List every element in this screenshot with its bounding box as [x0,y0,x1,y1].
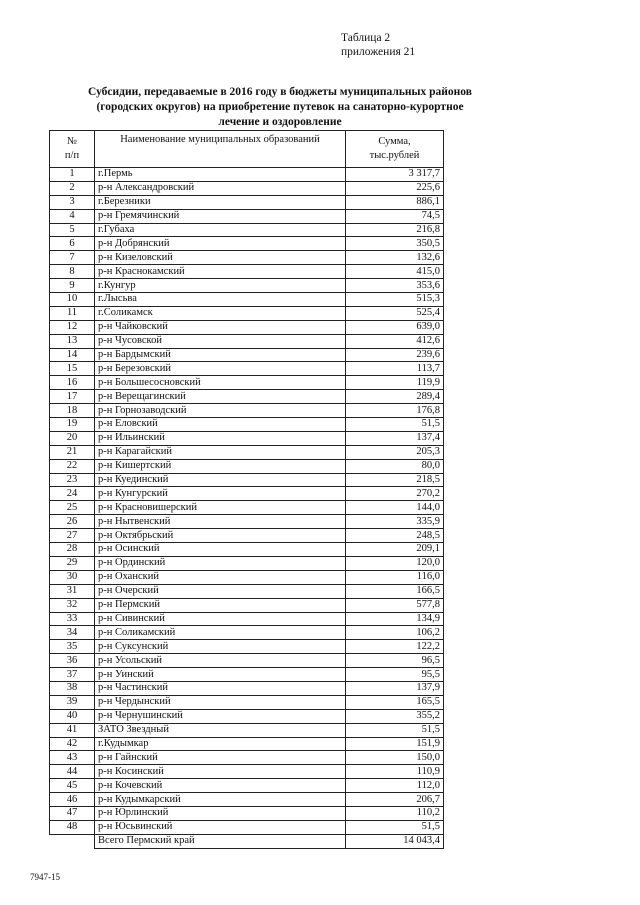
row-number: 26 [50,515,95,529]
row-name: р-н Сивинский [95,612,346,626]
table-row [50,695,444,709]
table-row [50,765,444,779]
row-number: 11 [50,306,95,320]
row-number: 6 [50,237,95,251]
row-name: г.Губаха [95,223,346,237]
row-number: 8 [50,265,95,279]
row-sum: 350,5 [346,237,444,251]
table-row [50,556,444,570]
row-sum: 886,1 [346,195,444,209]
row-number: 46 [50,793,95,807]
table-row [50,806,444,820]
table-row [50,181,444,195]
table-row [50,626,444,640]
table-row [50,779,444,793]
row-sum: 335,9 [346,515,444,529]
row-number: 39 [50,695,95,709]
row-name: р-н Кунгурский [95,487,346,501]
table-row [50,654,444,668]
total-row [50,834,444,848]
table-row [50,751,444,765]
row-name: р-н Нытвенский [95,515,346,529]
row-sum: 51,5 [346,723,444,737]
row-name: р-н Чердынский [95,695,346,709]
table-row [50,376,444,390]
row-sum: 3 317,7 [346,168,444,182]
row-number: 32 [50,598,95,612]
row-sum: 51,5 [346,418,444,432]
row-sum: 355,2 [346,709,444,723]
row-name: р-н Юсьвинский [95,820,346,834]
row-number: 14 [50,348,95,362]
column-header-name: Наименование муниципальных образований [95,131,346,168]
row-sum: 166,5 [346,584,444,598]
title-line-2: (городских округов) на приобретение путевок на санаторно-курортное [96,101,464,113]
row-name: р-н Красновишерский [95,501,346,515]
column-header-sum-line1: Сумма, [378,136,411,147]
total-row-empty-cell [50,834,95,848]
row-number: 44 [50,765,95,779]
row-sum: 525,4 [346,306,444,320]
table-row [50,737,444,751]
row-sum: 144,0 [346,501,444,515]
row-number: 23 [50,473,95,487]
total-sum: 14 043,4 [346,834,444,848]
row-sum: 216,8 [346,223,444,237]
row-number: 13 [50,334,95,348]
table-row [50,265,444,279]
table-body [50,168,444,849]
row-number: 16 [50,376,95,390]
table-row [50,501,444,515]
table-row [50,306,444,320]
row-sum: 112,0 [346,779,444,793]
row-number: 45 [50,779,95,793]
row-name: р-н Александровский [95,181,346,195]
row-name: р-н Юрлинский [95,806,346,820]
row-number: 48 [50,820,95,834]
row-sum: 206,7 [346,793,444,807]
column-header-sum-line2: тыс.рублей [369,150,420,161]
row-name: р-н Косинский [95,765,346,779]
row-number: 3 [50,195,95,209]
row-sum: 577,8 [346,598,444,612]
row-sum: 515,3 [346,293,444,307]
row-sum: 205,3 [346,445,444,459]
row-sum: 137,9 [346,681,444,695]
row-name: р-н Кизеловский [95,251,346,265]
row-name: р-н Краснокамский [95,265,346,279]
table-row [50,237,444,251]
row-sum: 151,9 [346,737,444,751]
row-sum: 113,7 [346,362,444,376]
table-row [50,209,444,223]
row-sum: 116,0 [346,570,444,584]
table-row [50,598,444,612]
row-number: 24 [50,487,95,501]
row-number: 22 [50,459,95,473]
column-header-number-line2: п/п [64,150,80,161]
row-name: р-н Усольский [95,654,346,668]
table-row [50,529,444,543]
row-sum: 209,1 [346,543,444,557]
row-number: 40 [50,709,95,723]
row-number: 1 [50,168,95,182]
row-name: р-н Очерский [95,584,346,598]
table-row [50,418,444,432]
table-row [50,487,444,501]
row-name: р-н Бардымский [95,348,346,362]
row-number: 29 [50,556,95,570]
row-number: 27 [50,529,95,543]
row-number: 42 [50,737,95,751]
row-name: р-н Березовский [95,362,346,376]
row-sum: 106,2 [346,626,444,640]
table-row [50,334,444,348]
total-label: Всего Пермский край [95,834,346,848]
row-sum: 80,0 [346,459,444,473]
row-name: г.Лысьва [95,293,346,307]
column-header-sum [346,131,444,168]
row-name: г.Соликамск [95,306,346,320]
row-number: 20 [50,431,95,445]
table-row [50,723,444,737]
column-header-number [50,131,95,168]
row-name: р-н Чусовской [95,334,346,348]
row-name: р-н Гремячинский [95,209,346,223]
row-name: р-н Пермский [95,598,346,612]
table-row [50,681,444,695]
row-sum: 150,0 [346,751,444,765]
row-name: р-н Ординский [95,556,346,570]
row-number: 35 [50,640,95,654]
row-name: р-н Октябрьский [95,529,346,543]
subsidies-table [49,130,444,849]
table-row [50,445,444,459]
table-row [50,793,444,807]
row-sum: 239,6 [346,348,444,362]
table-row [50,251,444,265]
row-name: р-н Соликамский [95,626,346,640]
row-number: 31 [50,584,95,598]
row-number: 37 [50,668,95,682]
row-number: 41 [50,723,95,737]
row-sum: 122,2 [346,640,444,654]
row-name: р-н Уинский [95,668,346,682]
table-number: Таблица 2 [341,32,391,44]
row-sum: 248,5 [346,529,444,543]
table-row [50,473,444,487]
table-row [50,543,444,557]
row-sum: 134,9 [346,612,444,626]
table-row [50,223,444,237]
table-row [50,293,444,307]
row-sum: 353,6 [346,279,444,293]
row-sum: 165,5 [346,695,444,709]
row-number: 21 [50,445,95,459]
row-name: р-н Еловский [95,418,346,432]
row-number: 36 [50,654,95,668]
row-name: р-н Чайковский [95,320,346,334]
table-row [50,459,444,473]
column-header-number-line1: № [66,136,78,147]
table-row [50,431,444,445]
table-header-row [50,131,444,168]
document-code: 7947-15 [30,872,60,882]
table-row [50,515,444,529]
row-number: 10 [50,293,95,307]
row-sum: 132,6 [346,251,444,265]
title-line-3: лечение и оздоровление [218,116,342,128]
row-number: 9 [50,279,95,293]
row-name: р-н Кишертский [95,459,346,473]
row-name: р-н Горнозаводский [95,404,346,418]
row-name: г.Пермь [95,168,346,182]
table-row [50,168,444,182]
row-name: р-н Осинский [95,543,346,557]
row-number: 30 [50,570,95,584]
row-sum: 51,5 [346,820,444,834]
table-row [50,279,444,293]
table-row [50,348,444,362]
row-number: 25 [50,501,95,515]
row-number: 19 [50,418,95,432]
row-number: 5 [50,223,95,237]
table-row [50,640,444,654]
row-sum: 119,9 [346,376,444,390]
row-sum: 225,6 [346,181,444,195]
row-name: г.Кунгур [95,279,346,293]
table-row [50,195,444,209]
row-number: 15 [50,362,95,376]
table-row [50,362,444,376]
row-name: р-н Частинский [95,681,346,695]
row-number: 38 [50,681,95,695]
row-name: р-н Оханский [95,570,346,584]
row-number: 33 [50,612,95,626]
row-number: 2 [50,181,95,195]
row-number: 18 [50,404,95,418]
row-sum: 218,5 [346,473,444,487]
table-row [50,404,444,418]
row-sum: 412,6 [346,334,444,348]
row-number: 43 [50,751,95,765]
row-name: р-н Куединский [95,473,346,487]
row-name: г.Березники [95,195,346,209]
row-sum: 289,4 [346,390,444,404]
row-name: г.Кудымкар [95,737,346,751]
table-row [50,612,444,626]
row-sum: 137,4 [346,431,444,445]
row-number: 7 [50,251,95,265]
document-title [40,85,520,130]
row-number: 47 [50,806,95,820]
row-sum: 176,8 [346,404,444,418]
table-row [50,570,444,584]
row-name: р-н Добрянский [95,237,346,251]
row-number: 28 [50,543,95,557]
row-number: 34 [50,626,95,640]
row-name: р-н Кочевский [95,779,346,793]
table-row [50,390,444,404]
row-sum: 120,0 [346,556,444,570]
row-sum: 415,0 [346,265,444,279]
row-name: р-н Кудымкарский [95,793,346,807]
row-number: 17 [50,390,95,404]
row-sum: 96,5 [346,654,444,668]
table-caption [341,31,415,59]
table-row [50,709,444,723]
row-name: р-н Суксунский [95,640,346,654]
table-row [50,820,444,834]
row-name: р-н Чернушинский [95,709,346,723]
row-number: 4 [50,209,95,223]
table-row [50,320,444,334]
row-name: р-н Ильинский [95,431,346,445]
table-row [50,584,444,598]
title-line-1: Субсидии, передаваемые в 2016 году в бюджеты муниципальных районов [88,86,472,98]
row-name: ЗАТО Звездный [95,723,346,737]
appendix-number: приложения 21 [341,46,416,58]
row-number: 12 [50,320,95,334]
row-name: р-н Гайнский [95,751,346,765]
row-name: р-н Карагайский [95,445,346,459]
row-sum: 95,5 [346,668,444,682]
row-sum: 110,2 [346,806,444,820]
row-sum: 110,9 [346,765,444,779]
row-sum: 639,0 [346,320,444,334]
table-row [50,668,444,682]
row-sum: 74,5 [346,209,444,223]
row-name: р-н Верещагинский [95,390,346,404]
row-sum: 270,2 [346,487,444,501]
row-name: р-н Большесосновский [95,376,346,390]
